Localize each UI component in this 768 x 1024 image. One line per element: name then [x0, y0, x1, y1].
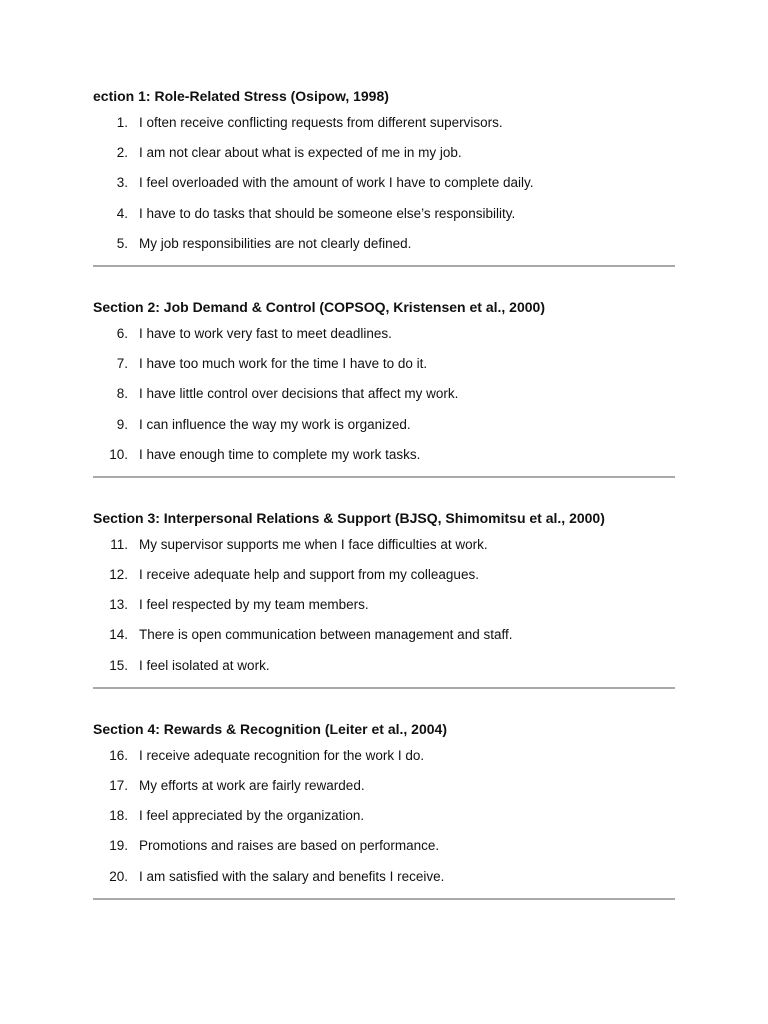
question-number: 12.	[109, 567, 128, 583]
question-text: I have enough time to complete my work tasks.	[139, 446, 421, 462]
question-item	[93, 355, 675, 385]
question-number: 8.	[116, 386, 128, 402]
question-number: 1.	[116, 115, 128, 130]
section-divider	[93, 687, 675, 689]
question-number: 10.	[109, 446, 128, 462]
question-number: 2.	[116, 145, 128, 161]
question-number: 20.	[109, 868, 128, 884]
question-item	[93, 416, 675, 446]
question-number: 7.	[116, 356, 128, 372]
question-text: There is open communication between management and staff.	[139, 627, 513, 643]
question-number: 18.	[109, 808, 128, 824]
question-number: 3.	[116, 175, 128, 191]
question-list	[93, 114, 675, 265]
question-number: 13.	[109, 597, 128, 613]
question-item	[93, 747, 675, 777]
questionnaire-page	[93, 86, 675, 930]
question-item	[93, 626, 675, 656]
question-item	[93, 536, 675, 566]
question-item	[93, 837, 675, 867]
question-number: 6.	[116, 325, 128, 341]
question-text: I have to work very fast to meet deadlines.	[139, 325, 392, 341]
section-role-related-stress	[93, 86, 675, 267]
section-title: Section 2: Job Demand & Control (COPSOQ, Kristensen et al., 2000)	[93, 298, 545, 315]
question-number: 17.	[109, 778, 128, 793]
question-number: 5.	[116, 235, 128, 251]
section-divider	[93, 476, 675, 478]
question-item	[93, 235, 675, 265]
section-title: Section 4: Rewards & Recognition (Leiter et al., 2004)	[93, 720, 447, 737]
question-text: My supervisor supports me when I face difficulties at work.	[139, 536, 488, 552]
question-text: I feel respected by my team members.	[139, 597, 369, 613]
question-number: 15.	[109, 657, 128, 673]
question-text: My efforts at work are fairly rewarded.	[139, 778, 365, 793]
question-text: I receive adequate recognition for the work I do.	[139, 747, 425, 763]
question-text: I have little control over decisions that affect my work.	[139, 386, 459, 402]
section-rewards-recognition	[93, 719, 675, 900]
question-item	[93, 777, 675, 807]
question-text: I have to do tasks that should be someone else’s responsibility.	[139, 205, 516, 221]
question-text: I feel appreciated by the organization.	[139, 808, 365, 824]
question-item	[93, 144, 675, 174]
question-number: 9.	[116, 416, 128, 432]
question-list	[93, 747, 675, 898]
question-number: 14.	[109, 627, 128, 643]
question-number: 16.	[109, 747, 128, 763]
question-item	[93, 114, 675, 144]
question-text: Promotions and raises are based on performance.	[139, 838, 440, 854]
question-text: I can influence the way my work is organized.	[139, 416, 411, 432]
question-text: I feel isolated at work.	[139, 657, 270, 673]
question-text: I receive adequate help and support from my colleagues.	[139, 567, 479, 583]
question-list	[93, 536, 675, 687]
question-item	[93, 566, 675, 596]
section-divider	[93, 898, 675, 900]
section-job-demand-control	[93, 297, 675, 478]
question-item	[93, 205, 675, 235]
section-title: Section 3: Interpersonal Relations & Support (BJSQ, Shimomitsu et al., 2000)	[93, 509, 605, 526]
question-number: 19.	[109, 838, 128, 854]
question-text: I feel overloaded with the amount of work I have to complete daily.	[139, 175, 534, 191]
question-text: I am not clear about what is expected of me in my job.	[139, 145, 462, 161]
question-number: 11.	[110, 536, 128, 552]
question-item	[93, 174, 675, 204]
question-item	[93, 596, 675, 626]
question-item	[93, 446, 675, 476]
question-list	[93, 325, 675, 476]
question-text: My job responsibilities are not clearly defined.	[139, 235, 412, 251]
question-item	[93, 385, 675, 415]
section-divider	[93, 265, 675, 267]
question-item	[93, 807, 675, 837]
question-item	[93, 868, 675, 898]
question-item	[93, 657, 675, 687]
question-item	[93, 325, 675, 355]
question-text: I often receive conflicting requests from different supervisors.	[139, 115, 503, 130]
question-number: 4.	[116, 205, 128, 221]
question-text: I am satisfied with the salary and benefits I receive.	[139, 868, 445, 884]
section-title: ection 1: Role-Related Stress (Osipow, 1998)	[93, 88, 389, 104]
question-text: I have too much work for the time I have to do it.	[139, 356, 428, 372]
section-interpersonal-relations	[93, 508, 675, 689]
